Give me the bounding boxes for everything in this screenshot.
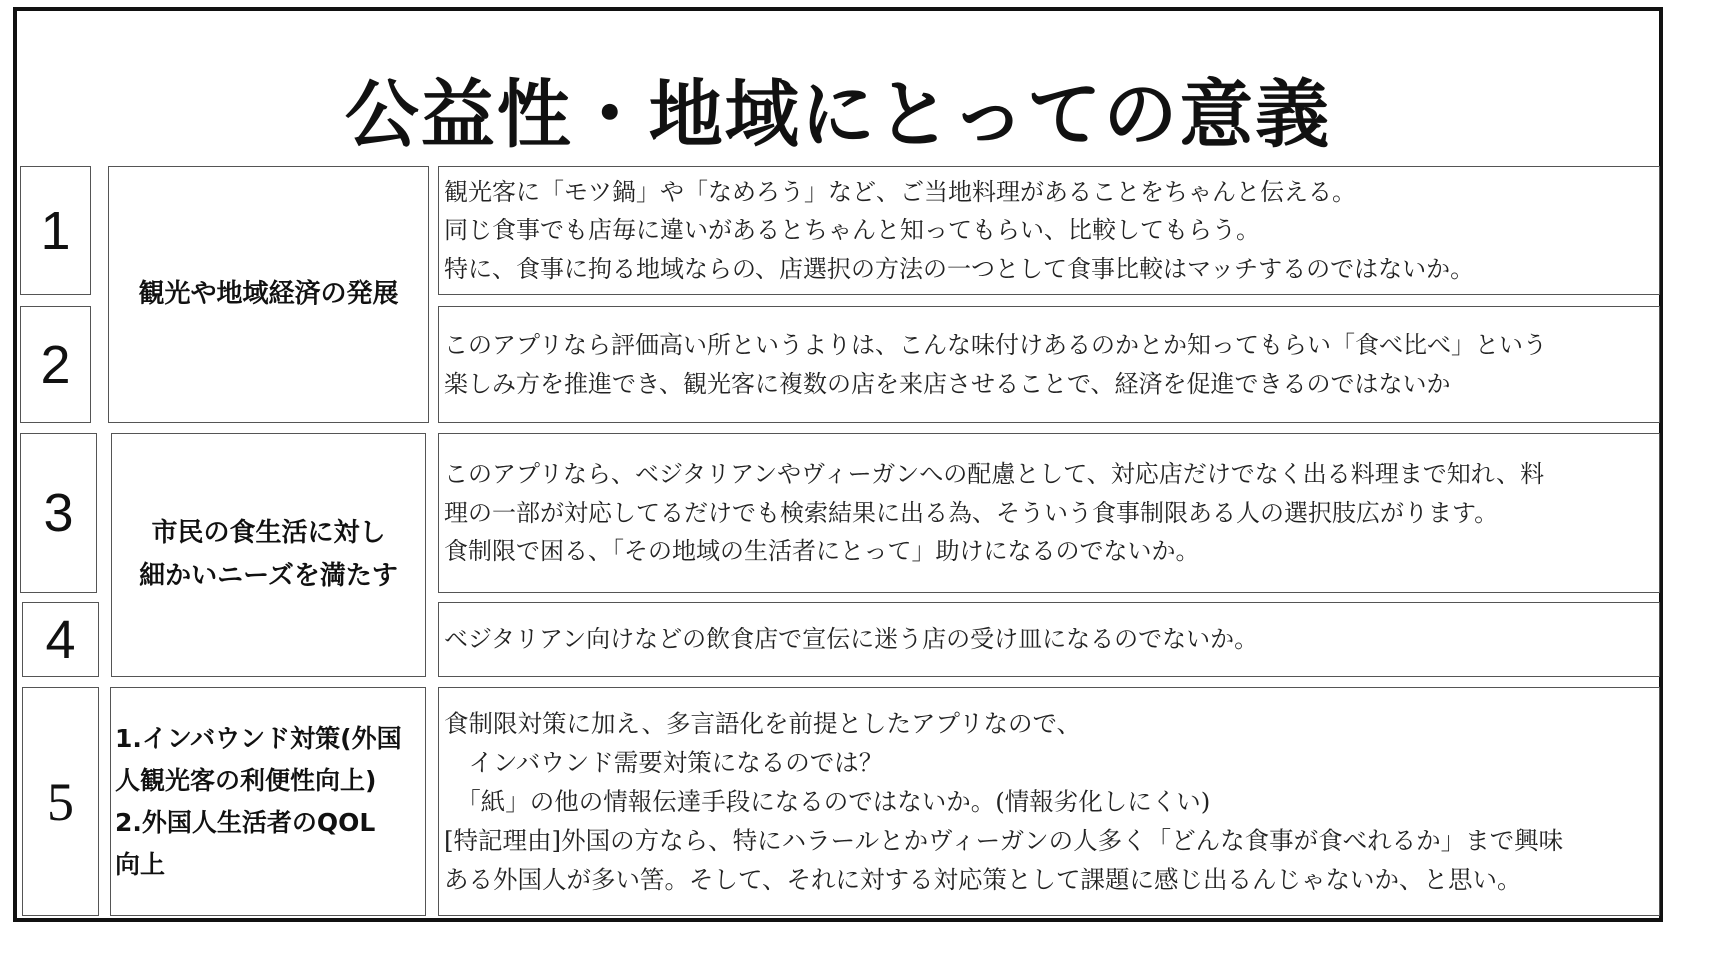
description-line: 観光客に「モツ鍋」や「なめろう」など、ご当地料理があることをちゃんと伝える。 — [444, 177, 1356, 206]
category-line: 人観光客の利便性向上) — [115, 765, 377, 795]
description-line: [特記理由]外国の方なら、特にハラールとかヴィーガンの人多く「どんな食事が食べれるか」まで興味 — [444, 826, 1564, 856]
row-description — [438, 166, 1660, 295]
description-line: このアプリなら、ベジタリアンやヴィーガンへの配慮として、対応店だけでなく出る料理まで知れ、料 — [444, 460, 1545, 489]
category-line: 細かいニーズを満たす — [139, 561, 398, 591]
row-description — [438, 433, 1660, 593]
row-number: 4 — [22, 602, 99, 677]
row-number: 2 — [20, 306, 91, 423]
category-line: 市民の食生活に対し — [151, 518, 386, 549]
description-line: 楽しみ方を推進でき、観光客に複数の店を来店させることで、経済を促進できるのではないか — [444, 369, 1451, 398]
description-line: このアプリなら評価高い所というよりは、こんな味付けあるのかとか知ってもらい「食べ比べ」という — [444, 331, 1548, 360]
description-line: 同じ食事でも店毎に違いがあるとちゃんと知ってもらい、比較してもらう。 — [444, 216, 1260, 245]
category-line: 向上 — [115, 849, 166, 879]
description-line: 食制限で困る、「その地域の生活者にとって」助けになるのでないか。 — [444, 537, 1200, 566]
category-tourism-economy: 観光や地域経済の発展 — [108, 166, 429, 423]
category-inbound — [110, 687, 426, 916]
description-line: 理の一部が対応してるだけでも検索結果に出る為、そういう食事制限ある人の選択肢広がります。 — [444, 498, 1499, 527]
description-line: 「紙」の他の情報伝達手段になるのではないか。(情報劣化しにくい) — [444, 786, 1211, 816]
description-line: 特に、食事に拘る地域ならの、店選択の方法の一つとして食事比較はマッチするのではないか。 — [444, 254, 1475, 283]
description-line: ベジタリアン向けなどの飲食店で宣伝に迷う店の受け皿になるのでないか。 — [444, 625, 1259, 654]
row-number: 3 — [20, 433, 97, 593]
category-citizen-needs — [111, 433, 426, 677]
row-description — [438, 306, 1660, 423]
row-number: 5 — [22, 687, 99, 916]
description-line: インバウンド需要対策になるのでは？ — [444, 747, 884, 777]
page-title: 公益性・地域にとっての意義 — [344, 72, 1332, 158]
category-line: 2.外国人生活者のQOL — [115, 807, 376, 837]
row-description — [438, 602, 1660, 677]
row-description — [438, 687, 1660, 916]
row-number: 1 — [20, 166, 91, 295]
category-line: 1.インバウンド対策(外国 — [115, 723, 402, 753]
description-line: ある外国人が多い筈。そして、それに対する対応策として課題に感じ出るんじゃないか、と思い。 — [444, 865, 1522, 895]
description-line: 食制限対策に加え、多言語化を前提としたアプリなので、 — [444, 708, 1081, 738]
